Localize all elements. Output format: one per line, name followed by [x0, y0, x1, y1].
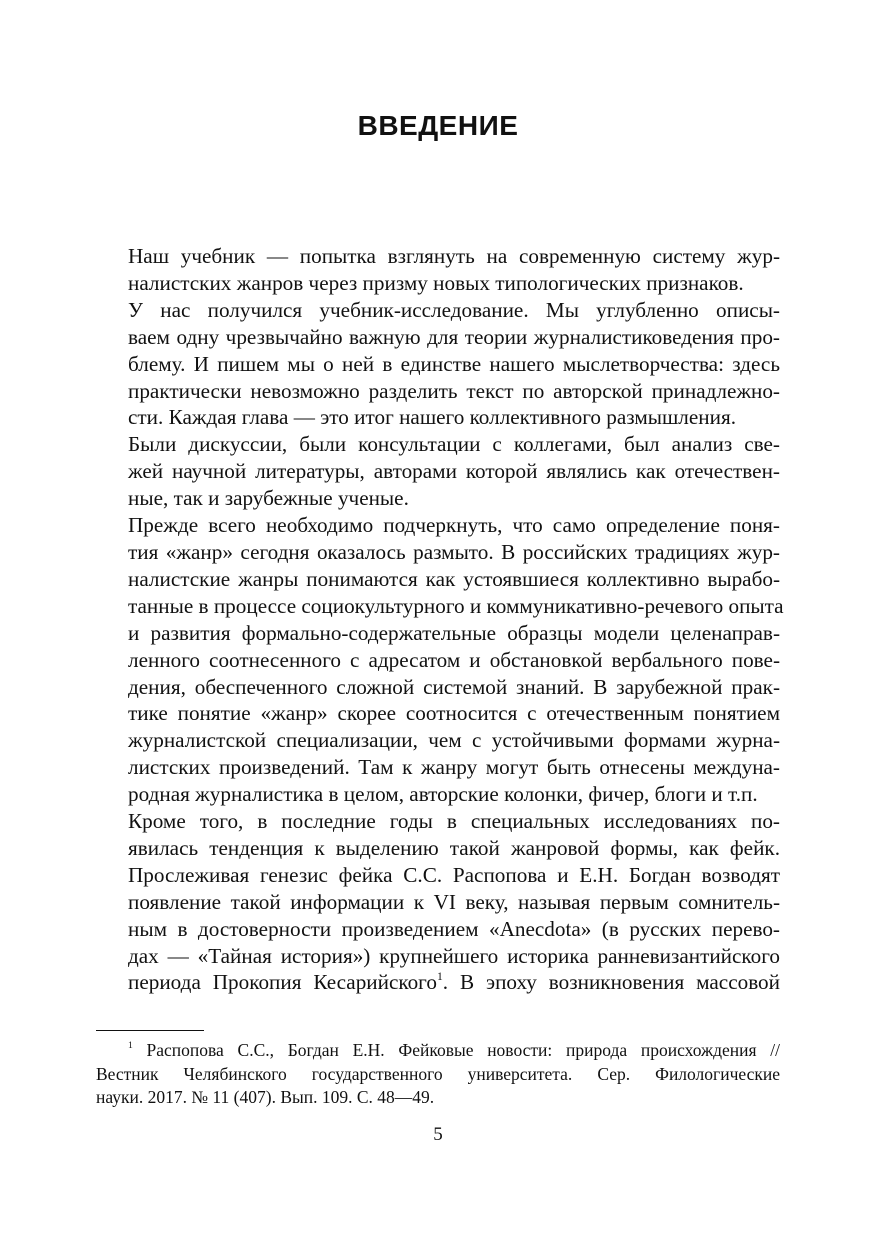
paragraph-3: [96, 431, 780, 512]
paragraph-4: [96, 512, 784, 808]
chapter-title: ВВЕДЕНИЕ: [357, 110, 519, 141]
text-line: танные в процессе социокультурного и коммуникативно-речевого опыта: [128, 593, 784, 618]
text-line: Были дискуссии, были консультации с коллегами, был анализ све-: [128, 432, 780, 457]
text-segment: периода Прокопия Кесарийского: [128, 970, 437, 995]
body-text: [96, 243, 784, 996]
text-line: и развития формально-содержательные образцы модели целенаправ-: [128, 620, 780, 645]
text-line: явилась тенденция к выделению такой жанровой формы, как фейк.: [128, 835, 780, 860]
footnote-line: науки. 2017. № 11 (407). Вып. 109. С. 48—49.: [96, 1087, 435, 1107]
text-line: У нас получился учебник-исследование. Мы углубленно описы-: [128, 297, 780, 322]
text-line: появление такой информации к VI веку, называя первым сомнитель-: [128, 889, 780, 914]
text-line: родная журналистика в целом, авторские колонки, фичер, блоги и т.п.: [128, 782, 758, 807]
text-line: блему. И пишем мы о ней в единстве нашего мыслетворчества: здесь: [128, 351, 780, 376]
text-line: дения, обеспеченного сложной системой знаний. В зарубежной прак-: [128, 674, 780, 699]
text-line: практически невозможно разделить текст по авторской принадлежно-: [128, 378, 780, 403]
text-line: ным в достоверности произведением «Anecdota» (в русских перево-: [128, 916, 780, 941]
text-line: Кроме того, в последние годы в специальных исследованиях по-: [128, 809, 780, 834]
text-line: тике понятие «жанр» скорее соотносится с отечественным понятием: [128, 701, 780, 726]
text-line: налистских жанров через призму новых типологических признаков.: [128, 270, 744, 295]
text-line: жей научной литературы, авторами которой являлись как отечествен-: [128, 459, 780, 484]
text-line: листских произведений. Там к жанру могут быть отнесены междуна-: [128, 755, 780, 780]
footnote-line: Вестник Челябинского государственного университета. Сер. Филологические: [96, 1063, 780, 1084]
footnote-line: [96, 1039, 780, 1063]
text-line: ваем одну чрезвычайно важную для теории журналистиковедения про-: [128, 324, 780, 349]
paragraph-1: [96, 243, 780, 297]
text-line: ленного соотнесенного с адресатом и обстановкой вербального пове-: [128, 647, 780, 672]
footnote-marker: 1: [128, 1040, 133, 1052]
paragraph-2: [96, 297, 780, 432]
text-line: журналистской специализации, чем с устойчивыми формами журна-: [128, 728, 780, 753]
paragraph-5: [96, 808, 780, 996]
book-page: [96, 0, 784, 1241]
footnote-text: Распопова С.С., Богдан Е.Н. Фейковые новости: природа происхождения //: [132, 1040, 780, 1060]
footnote: [96, 1039, 780, 1110]
text-line: Наш учебник — попытка взглянуть на современную систему жур-: [128, 244, 780, 268]
footnote-ref[interactable]: 1: [436, 970, 443, 984]
text-line: налистские жанры понимаются как устоявшиеся коллективно вырабо-: [128, 566, 780, 591]
text-line: Прослеживая генезис фейка С.С. Распопова и Е.Н. Богдан возводят: [128, 862, 780, 887]
text-line: Прежде всего необходимо подчеркнуть, что само определение поня-: [128, 513, 780, 538]
page-number: 5: [433, 1124, 443, 1145]
text-line: сти. Каждая глава — это итог нашего коллективного размышления.: [128, 405, 736, 430]
text-line: ные, так и зарубежные ученые.: [128, 486, 409, 511]
text-line: [96, 969, 780, 996]
text-segment: . В эпоху возникновения массовой: [442, 970, 780, 995]
text-line: дах — «Тайная история») крупнейшего историка ранневизантийского: [128, 943, 780, 968]
text-line: тия «жанр» сегодня оказалось размыто. В российских традициях жур-: [128, 539, 780, 564]
footnote-divider: [96, 1030, 204, 1031]
